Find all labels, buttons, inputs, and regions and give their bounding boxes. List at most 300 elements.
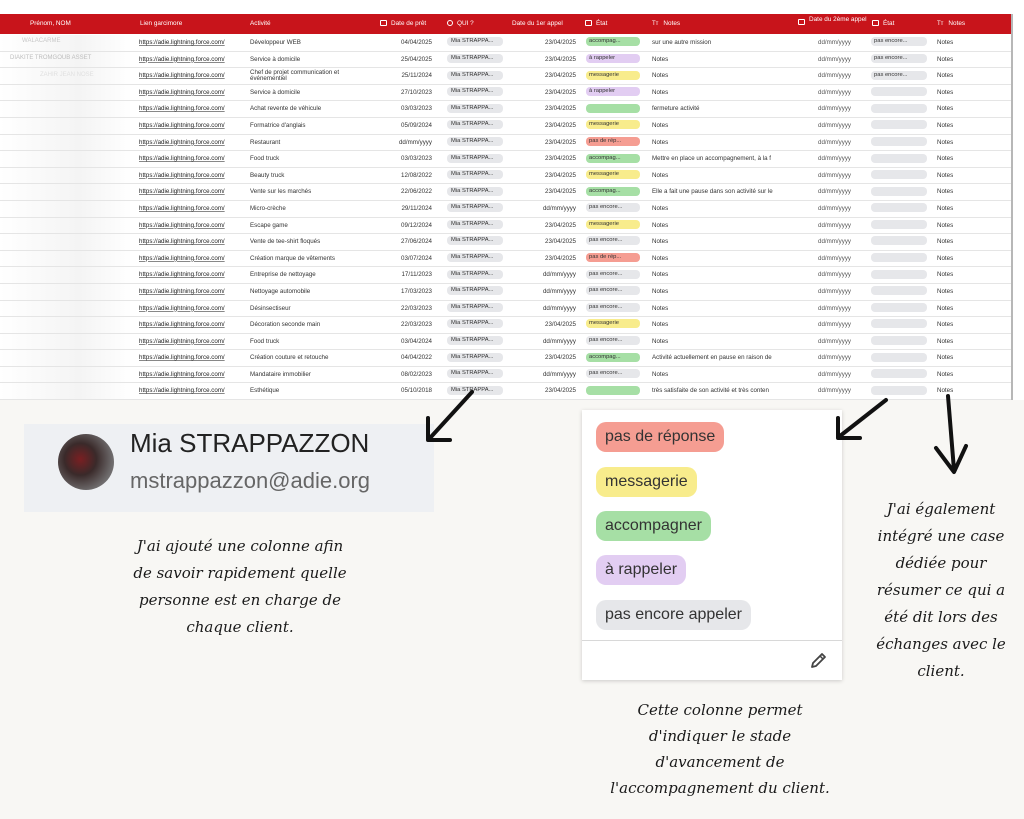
status-chip: pas de rép... (586, 253, 640, 262)
option-pas-de-reponse[interactable]: pas de réponse (596, 422, 724, 452)
option-messagerie[interactable]: messagerie (596, 467, 697, 497)
note-line: J'ai également (886, 500, 996, 518)
header-notes2-cell[interactable] (937, 14, 997, 34)
header-etat2-cell[interactable] (872, 14, 932, 34)
notes1-cell[interactable]: Notes (652, 121, 669, 129)
qui-cell[interactable] (447, 168, 509, 184)
notes1-cell[interactable]: Elle a fait une pause dans son activité sur le (652, 188, 773, 196)
notes2-cell[interactable]: Notes (937, 121, 954, 129)
arrow-to-etat-column (828, 394, 894, 444)
header-etat1-cell[interactable] (585, 14, 645, 34)
link-cell[interactable]: https://adie.lightning.force.com/ (139, 238, 225, 246)
date-appel1-cell[interactable]: 23/04/2025 (545, 105, 576, 113)
qui-cell[interactable] (447, 251, 509, 267)
date-appel2-cell[interactable]: dd/mm/yyyy (818, 171, 852, 179)
etat2-cell[interactable] (871, 301, 933, 317)
status-chip: pas encore... (586, 203, 640, 212)
activite-cell[interactable]: Vente de tee-shirt floqués (250, 238, 321, 246)
date-pret-cell[interactable]: 03/03/2023 (401, 105, 432, 113)
table-row[interactable] (0, 317, 1024, 334)
table-row[interactable] (0, 334, 1024, 351)
status-chip: messagerie (586, 71, 640, 80)
date-pret-cell[interactable]: 09/12/2024 (401, 221, 432, 229)
date-appel2-cell[interactable]: dd/mm/yyyy (818, 238, 852, 246)
assignee-chip: Mia STRAPPA... (447, 220, 503, 229)
header-date-pret: Date de prêt (391, 20, 427, 27)
date-appel1-cell[interactable]: 23/04/2025 (545, 387, 576, 395)
etat2-cell[interactable] (871, 184, 933, 200)
dropdown-chip-icon (872, 20, 879, 26)
person-icon (447, 20, 453, 26)
table-row[interactable] (0, 284, 1024, 301)
etat1-cell[interactable] (586, 118, 648, 134)
qui-cell[interactable] (447, 135, 509, 151)
notes2-cell[interactable]: Notes (937, 238, 954, 246)
date-appel2-cell[interactable]: dd/mm/yyyy (818, 204, 852, 212)
assignee-chip: Mia STRAPPA... (447, 203, 503, 212)
option-a-rappeler[interactable]: à rappeler (596, 555, 686, 585)
qui-cell[interactable] (447, 367, 509, 383)
date-appel2-cell[interactable]: dd/mm/yyyy (818, 121, 852, 129)
status-chip: pas encore... (586, 369, 640, 378)
notes2-cell[interactable]: Notes (937, 55, 954, 63)
assignee-chip: Mia STRAPPA... (447, 137, 503, 146)
link-cell[interactable]: https://adie.lightning.force.com/ (139, 271, 225, 279)
activite-cell[interactable]: Vente sur les marchés (250, 188, 312, 196)
notes2-cell[interactable]: Notes (937, 271, 954, 279)
etat1-cell[interactable] (586, 350, 648, 366)
link-cell[interactable]: https://adie.lightning.force.com/ (139, 254, 225, 262)
date-appel2-cell[interactable]: dd/mm/yyyy (818, 221, 852, 229)
table-row[interactable] (0, 251, 1024, 268)
notes1-cell[interactable]: Mettre en place un accompagnement, à la f (652, 155, 772, 163)
header-etat2: État (883, 20, 895, 27)
notes1-cell[interactable]: sur une autre mission (652, 39, 712, 46)
qui-cell[interactable] (447, 184, 509, 200)
notes1-cell[interactable]: Notes (652, 171, 669, 179)
notes1-cell[interactable]: Notes (652, 254, 669, 262)
notes2-cell[interactable]: Notes (937, 370, 954, 378)
table-row[interactable] (0, 85, 1024, 102)
profile-email: mstrappazzon@adie.org (130, 468, 371, 493)
notes2-cell[interactable]: Notes (937, 304, 954, 312)
date-appel1-cell[interactable]: 23/04/2025 (545, 39, 576, 46)
date-appel1-cell[interactable]: 23/04/2025 (545, 238, 576, 246)
date-appel1-cell[interactable]: 23/04/2025 (545, 138, 576, 146)
link-cell[interactable]: https://adie.lightning.force.com/ (139, 188, 225, 196)
table-row[interactable] (0, 35, 1024, 52)
status-chip (871, 137, 927, 146)
etat2-cell[interactable] (871, 52, 933, 68)
etat2-cell[interactable] (871, 101, 933, 117)
date-pret-cell[interactable]: 03/03/2023 (401, 155, 432, 163)
date-appel2-cell[interactable]: dd/mm/yyyy (818, 155, 852, 163)
blurred-name: DIAKITE TROMGOUB ASSET (10, 55, 92, 61)
etat1-cell[interactable] (586, 201, 648, 217)
note-line: Cette colonne permet (637, 701, 803, 719)
notes1-cell[interactable]: Notes (652, 370, 669, 378)
date-pret-cell[interactable]: 08/02/2023 (401, 370, 432, 378)
assignee-chip: Mia STRAPPA... (447, 104, 503, 113)
link-cell[interactable]: https://adie.lightning.force.com/ (139, 171, 225, 179)
header-date-appel1[interactable]: Date du 1er appel (512, 20, 563, 27)
notes1-cell[interactable]: fermeture activité (652, 105, 700, 113)
date-appel2-cell[interactable]: dd/mm/yyyy (818, 138, 852, 146)
etat2-cell[interactable] (871, 334, 933, 350)
date-appel1-cell[interactable]: dd/mm/yyyy (542, 271, 576, 279)
header-prenom[interactable]: Prénom, NOM (30, 20, 71, 27)
table-row[interactable] (0, 101, 1024, 118)
status-chip (871, 120, 927, 129)
etat1-cell[interactable] (586, 68, 648, 84)
etat2-cell[interactable] (871, 168, 933, 184)
notes2-cell[interactable]: Notes (937, 138, 954, 146)
etat2-cell[interactable] (871, 135, 933, 151)
date-appel2-cell[interactable]: dd/mm/yyyy (818, 354, 852, 362)
etat2-cell[interactable] (871, 85, 933, 101)
header-date-pret-cell[interactable] (380, 14, 450, 34)
assignee-chip: Mia STRAPPA... (447, 54, 503, 63)
notes1-cell[interactable]: Notes (652, 88, 669, 96)
header-date-appel2-cell[interactable] (798, 14, 868, 34)
date-appel1-cell[interactable]: 23/04/2025 (545, 88, 576, 96)
notes1-cell[interactable]: Notes (652, 55, 669, 63)
date-appel2-cell[interactable]: dd/mm/yyyy (818, 271, 852, 279)
qui-cell[interactable] (447, 350, 509, 366)
table-row[interactable] (0, 350, 1024, 367)
date-pret-cell[interactable]: 03/04/2024 (401, 337, 432, 345)
date-appel2-cell[interactable]: dd/mm/yyyy (818, 254, 852, 262)
notes1-cell[interactable]: Notes (652, 204, 669, 212)
status-chip: accompag... (586, 187, 640, 196)
etat1-cell[interactable] (586, 317, 648, 333)
etat1-cell[interactable] (586, 284, 648, 300)
assignee-chip: Mia STRAPPA... (447, 253, 503, 262)
date-pret-cell[interactable]: 04/04/2025 (401, 39, 432, 46)
note-right (866, 496, 1016, 685)
etat1-cell[interactable] (586, 251, 648, 267)
status-chip (586, 386, 640, 395)
date-appel1-cell[interactable]: 23/04/2025 (545, 188, 576, 196)
assignee-chip: Mia STRAPPA... (447, 353, 503, 362)
date-appel1-cell[interactable]: dd/mm/yyyy (542, 287, 576, 295)
table-row[interactable] (0, 68, 1024, 85)
table-row[interactable] (0, 218, 1024, 235)
date-pret-cell[interactable]: 05/09/2024 (401, 121, 432, 129)
notes1-cell[interactable]: Notes (652, 304, 669, 312)
etat1-cell[interactable] (586, 367, 648, 383)
activite-cell[interactable]: Création couture et retouche (250, 354, 329, 362)
etat1-cell[interactable] (586, 301, 648, 317)
date-appel2-cell[interactable]: dd/mm/yyyy (818, 72, 852, 80)
etat1-cell[interactable] (586, 383, 648, 399)
header-activite[interactable]: Activité (250, 20, 271, 27)
date-appel1-cell[interactable]: 23/04/2025 (545, 354, 576, 362)
date-appel1-cell[interactable]: 23/04/2025 (545, 155, 576, 163)
date-pret-cell[interactable]: 25/04/2025 (401, 55, 432, 63)
date-pret-cell[interactable]: 22/06/2022 (401, 188, 432, 196)
date-appel1-cell[interactable]: dd/mm/yyyy (542, 337, 576, 345)
etat1-cell[interactable] (586, 334, 648, 350)
date-appel1-cell[interactable]: dd/mm/yyyy (542, 304, 576, 312)
status-dropdown (582, 410, 842, 680)
etat1-cell[interactable] (586, 218, 648, 234)
profile-name: Mia STRAPPAZZON (130, 428, 370, 458)
qui-cell[interactable] (447, 68, 509, 84)
etat1-cell[interactable] (586, 168, 648, 184)
date-pret-cell[interactable]: 25/11/2024 (401, 72, 432, 80)
note-line: échanges avec le (876, 635, 1006, 653)
etat2-cell[interactable] (871, 35, 933, 51)
activite-cell[interactable]: Développeur WEB (250, 39, 301, 46)
etat1-cell[interactable] (586, 234, 648, 250)
qui-cell[interactable] (447, 334, 509, 350)
date-appel2-cell[interactable]: dd/mm/yyyy (818, 39, 852, 46)
activite-cell[interactable]: Création marque de vêtements (250, 254, 335, 262)
table-row[interactable] (0, 367, 1024, 384)
status-chip (871, 369, 927, 378)
qui-cell[interactable] (447, 267, 509, 283)
activite-cell[interactable]: Formatrice d'anglais (250, 121, 306, 129)
etat2-cell[interactable] (871, 284, 933, 300)
etat2-cell[interactable] (871, 118, 933, 134)
activite-cell[interactable]: Micro-crèche (250, 204, 286, 212)
qui-cell[interactable] (447, 151, 509, 167)
date-pret-cell[interactable]: 04/04/2022 (401, 354, 432, 362)
status-chip (871, 270, 927, 279)
etat1-cell[interactable] (586, 52, 648, 68)
date-pret-cell[interactable]: 29/11/2024 (401, 204, 432, 212)
qui-cell[interactable] (447, 301, 509, 317)
etat2-cell[interactable] (871, 151, 933, 167)
notes2-cell[interactable]: Notes (937, 204, 954, 212)
table-row[interactable] (0, 201, 1024, 218)
date-appel2-cell[interactable]: dd/mm/yyyy (818, 188, 852, 196)
etat2-cell[interactable] (871, 68, 933, 84)
date-appel1-cell[interactable]: dd/mm/yyyy (542, 370, 576, 378)
notes2-cell[interactable]: Notes (937, 254, 954, 262)
date-appel2-cell[interactable]: dd/mm/yyyy (818, 321, 852, 329)
date-appel2-cell[interactable]: dd/mm/yyyy (818, 370, 852, 378)
etat2-cell[interactable] (871, 367, 933, 383)
calendar-icon (798, 19, 805, 25)
notes2-cell[interactable]: Notes (937, 39, 954, 46)
date-appel1-cell[interactable]: 23/04/2025 (545, 254, 576, 262)
notes1-cell[interactable]: Notes (652, 221, 669, 229)
notes2-cell[interactable]: Notes (937, 188, 954, 196)
link-cell[interactable]: https://adie.lightning.force.com/ (139, 304, 225, 312)
date-appel2-cell[interactable]: dd/mm/yyyy (818, 105, 852, 113)
etat2-cell[interactable] (871, 201, 933, 217)
date-pret-cell[interactable]: 17/11/2023 (401, 271, 432, 279)
table-row[interactable] (0, 135, 1024, 152)
etat1-cell[interactable] (586, 35, 648, 51)
date-pret-cell[interactable]: 17/03/2023 (401, 287, 432, 295)
link-cell[interactable]: https://adie.lightning.force.com/ (139, 321, 225, 329)
date-pret-cell[interactable]: 05/10/2018 (401, 387, 432, 395)
notes2-cell[interactable]: Notes (937, 155, 954, 163)
activite-cell[interactable]: Chef de projet communication et événementiel (250, 68, 340, 83)
etat2-cell[interactable] (871, 317, 933, 333)
etat1-cell[interactable] (586, 101, 648, 117)
qui-cell[interactable] (447, 201, 509, 217)
date-appel2-cell[interactable]: dd/mm/yyyy (818, 88, 852, 96)
notes2-cell[interactable]: Notes (937, 321, 954, 329)
table-row[interactable] (0, 118, 1024, 135)
status-chip (871, 170, 927, 179)
header-qui-cell[interactable] (447, 14, 509, 34)
status-chip: pas encore... (586, 286, 640, 295)
date-appel1-cell[interactable]: 23/04/2025 (545, 55, 576, 63)
link-cell[interactable]: https://adie.lightning.force.com/ (139, 354, 225, 362)
date-appel1-cell[interactable]: 23/04/2025 (545, 72, 576, 80)
link-cell[interactable]: https://adie.lightning.force.com/ (139, 72, 225, 80)
spreadsheet (0, 0, 1024, 400)
notes1-cell[interactable]: Activité actuellement en pause en raison de (652, 354, 772, 362)
notes2-cell[interactable]: Notes (937, 287, 954, 295)
notes2-cell[interactable]: Notes (937, 387, 954, 395)
notes2-cell[interactable]: Notes (937, 171, 954, 179)
date-pret-cell[interactable]: 03/07/2024 (401, 254, 432, 262)
header-notes1-cell[interactable] (652, 14, 802, 34)
date-pret-cell[interactable]: 27/06/2024 (401, 238, 432, 246)
assignee-chip: Mia STRAPPA... (447, 270, 503, 279)
date-appel2-cell[interactable]: dd/mm/yyyy (818, 304, 852, 312)
activite-cell[interactable]: Beauty truck (250, 171, 285, 179)
notes2-cell[interactable]: Notes (937, 337, 954, 345)
option-pas-encore-appeler[interactable]: pas encore appeler (596, 600, 751, 630)
etat1-cell[interactable] (586, 151, 648, 167)
note-line: chaque client. (186, 618, 294, 636)
link-cell[interactable]: https://adie.lightning.force.com/ (139, 138, 225, 146)
etat2-cell[interactable] (871, 350, 933, 366)
notes1-cell[interactable]: Notes (652, 337, 669, 345)
notes1-cell[interactable]: Notes (652, 321, 669, 329)
activite-cell[interactable]: Escape game (250, 221, 288, 229)
note-line: client. (917, 662, 965, 680)
date-appel2-cell[interactable]: dd/mm/yyyy (818, 387, 852, 395)
link-cell[interactable]: https://adie.lightning.force.com/ (139, 287, 225, 295)
activite-cell[interactable]: Food truck (250, 337, 280, 345)
status-chip (871, 104, 927, 113)
date-appel1-cell[interactable]: 23/04/2025 (545, 221, 576, 229)
etat1-cell[interactable] (586, 135, 648, 151)
status-chip: messagerie (586, 120, 640, 129)
qui-cell[interactable] (447, 101, 509, 117)
link-cell[interactable]: https://adie.lightning.force.com/ (139, 204, 225, 212)
notes1-cell[interactable]: Notes (652, 72, 669, 80)
etat1-cell[interactable] (586, 184, 648, 200)
activite-cell[interactable]: Mandataire immobilier (250, 370, 311, 378)
link-cell[interactable]: https://adie.lightning.force.com/ (139, 337, 225, 345)
option-accompagner[interactable]: accompagner (596, 511, 711, 541)
notes1-cell[interactable]: Notes (652, 238, 669, 246)
etat2-cell[interactable] (871, 218, 933, 234)
link-cell[interactable]: https://adie.lightning.force.com/ (139, 155, 225, 163)
qui-cell[interactable] (447, 317, 509, 333)
activite-cell[interactable]: Esthétique (250, 387, 280, 395)
activite-cell[interactable]: Désinsectiseur (250, 304, 291, 312)
assignee-chip: Mia STRAPPA... (447, 369, 503, 378)
link-cell[interactable]: https://adie.lightning.force.com/ (139, 105, 225, 113)
table-row[interactable] (0, 267, 1024, 284)
qui-cell[interactable] (447, 284, 509, 300)
date-pret-cell[interactable]: 22/03/2023 (401, 321, 432, 329)
header-lien[interactable]: Lien garcimore (140, 20, 183, 27)
etat2-cell[interactable] (871, 251, 933, 267)
activite-cell[interactable]: Restaurant (250, 138, 281, 146)
link-cell[interactable]: https://adie.lightning.force.com/ (139, 221, 225, 229)
date-appel1-cell[interactable]: 23/04/2025 (545, 121, 576, 129)
qui-cell[interactable] (447, 35, 509, 51)
etat1-cell[interactable] (586, 267, 648, 283)
etat2-cell[interactable] (871, 234, 933, 250)
notes1-cell[interactable]: Notes (652, 138, 669, 146)
date-appel2-cell[interactable]: dd/mm/yyyy (818, 287, 852, 295)
table-row[interactable] (0, 184, 1024, 201)
date-pret-cell[interactable]: 22/03/2023 (401, 304, 432, 312)
link-cell[interactable]: https://adie.lightning.force.com/ (139, 387, 225, 395)
etat1-cell[interactable] (586, 85, 648, 101)
qui-cell[interactable] (447, 52, 509, 68)
qui-cell[interactable] (447, 218, 509, 234)
date-pret-cell[interactable]: 12/08/2022 (401, 171, 432, 179)
link-cell[interactable]: https://adie.lightning.force.com/ (139, 39, 225, 46)
table-row[interactable] (0, 52, 1024, 69)
date-appel1-cell[interactable]: 23/04/2025 (545, 321, 576, 329)
activite-cell[interactable]: Service à domicile (250, 88, 301, 96)
notes2-cell[interactable]: Notes (937, 221, 954, 229)
activite-cell[interactable]: Food truck (250, 155, 280, 163)
notes2-cell[interactable]: Notes (937, 354, 954, 362)
table-row[interactable] (0, 234, 1024, 251)
calendar-icon (380, 20, 387, 26)
etat2-cell[interactable] (871, 267, 933, 283)
notes2-cell[interactable]: Notes (937, 72, 954, 80)
qui-cell[interactable] (447, 234, 509, 250)
pencil-edit-icon[interactable] (808, 650, 828, 672)
date-appel1-cell[interactable]: 23/04/2025 (545, 171, 576, 179)
link-cell[interactable]: https://adie.lightning.force.com/ (139, 121, 225, 129)
notes2-cell[interactable]: Notes (937, 88, 954, 96)
status-chip: pas de rép... (586, 137, 640, 146)
notes2-cell[interactable]: Notes (937, 105, 954, 113)
notes1-cell[interactable]: Notes (652, 287, 669, 295)
date-pret-cell[interactable]: 27/10/2023 (401, 88, 432, 96)
date-appel1-cell[interactable]: dd/mm/yyyy (542, 204, 576, 212)
activite-cell[interactable]: Entreprise de nettoyage (250, 271, 316, 279)
activite-cell[interactable]: Achat revente de véhicule (250, 105, 322, 113)
notes1-cell[interactable]: très satisfaite de son activité et très conten (652, 387, 769, 395)
activite-cell[interactable]: Service à domicile (250, 55, 301, 63)
qui-cell[interactable] (447, 85, 509, 101)
link-cell[interactable]: https://adie.lightning.force.com/ (139, 370, 225, 378)
date-appel2-cell[interactable]: dd/mm/yyyy (818, 55, 852, 63)
table-row[interactable] (0, 168, 1024, 185)
table-row[interactable] (0, 151, 1024, 168)
activite-cell[interactable]: Nettoyage automobile (250, 287, 311, 295)
date-pret-cell[interactable]: dd/mm/yyyy (398, 138, 432, 146)
profile-card (24, 424, 434, 512)
notes1-cell[interactable]: Notes (652, 271, 669, 279)
table-row[interactable] (0, 301, 1024, 318)
date-appel2-cell[interactable]: dd/mm/yyyy (818, 337, 852, 345)
qui-cell[interactable] (447, 118, 509, 134)
activite-cell[interactable]: Décoration seconde main (250, 321, 321, 329)
link-cell[interactable]: https://adie.lightning.force.com/ (139, 55, 225, 63)
status-chip: pas encore... (871, 54, 927, 63)
link-cell[interactable]: https://adie.lightning.force.com/ (139, 88, 225, 96)
